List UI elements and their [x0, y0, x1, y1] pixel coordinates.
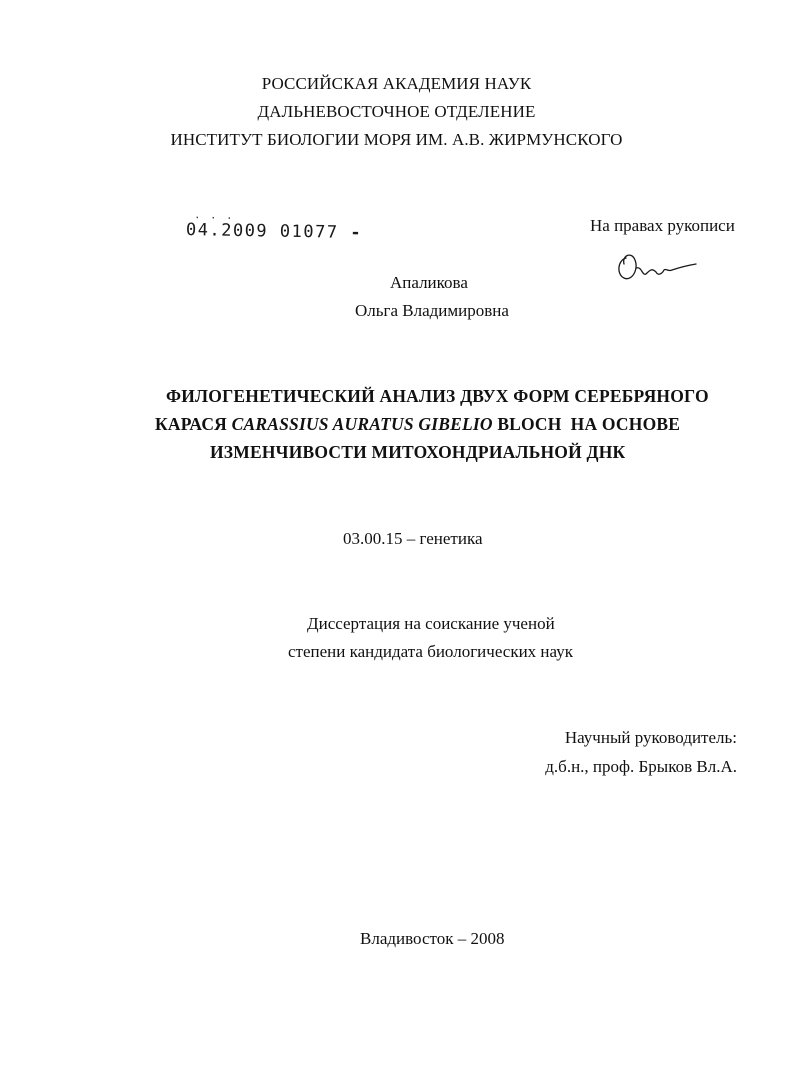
author-given-names: Ольга Владимировна	[355, 301, 509, 320]
degree-line-2: степени кандидата биологических наук	[288, 642, 573, 661]
stamp-number: 04.2009 01077	[185, 220, 339, 243]
handwritten-signature	[612, 246, 698, 286]
title-line-2	[155, 414, 680, 434]
academy-name: РОССИЙСКАЯ АКАДЕМИЯ НАУК	[261, 74, 532, 93]
city-year: Владивосток – 2008	[360, 929, 505, 948]
institute-name: ИНСТИТУТ БИОЛОГИИ МОРЯ ИМ. А.В. ЖИРМУНСКОГО	[170, 130, 623, 149]
species-name: CARASSIUS AURATUS GIBELIO	[231, 414, 493, 434]
stamp-marker: -	[350, 222, 363, 244]
branch-name: ДАЛЬНЕВОСТОЧНОЕ ОТДЕЛЕНИЕ	[257, 102, 536, 121]
title-suffix: BLOCH НА ОСНОВЕ	[497, 414, 681, 434]
supervisor-label: Научный руководитель:	[564, 728, 737, 747]
degree-line-1: Диссертация на соискание ученой	[307, 614, 555, 633]
manuscript-rights-note: На правах рукописи	[590, 216, 735, 235]
title-line-1: ФИЛОГЕНЕТИЧЕСКИЙ АНАЛИЗ ДВУХ ФОРМ СЕРЕБРЯНОГО	[166, 386, 709, 406]
author-surname: Апаликова	[390, 273, 468, 292]
title-prefix: КАРАСЯ	[155, 414, 228, 434]
stamp-dots: . . .	[194, 210, 235, 222]
title-line-3: ИЗМЕНЧИВОСТИ МИТОХОНДРИАЛЬНОЙ ДНК	[210, 442, 626, 462]
library-stamp	[185, 210, 363, 244]
specialty-code: 03.00.15 – генетика	[343, 529, 483, 548]
supervisor-name: д.б.н., проф. Брыков Вл.А.	[545, 757, 737, 776]
